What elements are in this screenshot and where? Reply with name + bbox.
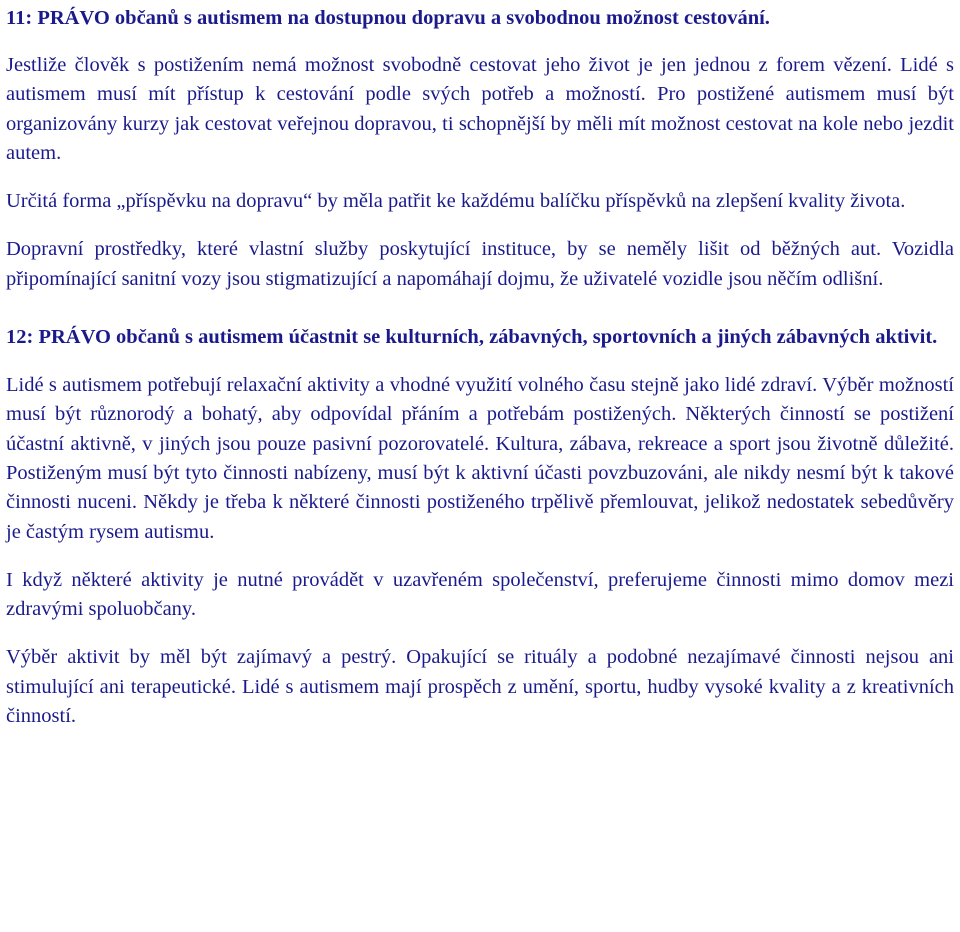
section-12-paragraph-1: Lidé s autismem potřebují relaxační aktivity a vhodné využití volného času stejně jako lidé zdraví. Výběr možností musí být různorodý a bohatý, aby odpovídal přáním a potřebám postižených. Některých činností se postižení účastní aktivně, v jiných jsou pouze pasivní pozorovatelé. Kultura, zábava, rekreace a sport jsou životně důležité. Postiženým musí být tyto činnosti nabízeny, musí být k aktivní účasti povzbuzováni, ale nikdy nesmí být k takové činnosti nuceni. Někdy je třeba k některé činnosti postiženého trpělivě přemlouvat, jelikož nedostatek sebedůvěry je častým rysem autismu. <box>6 374 954 543</box>
section-12-paragraph-3: Výběr aktivit by měl být zajímavý a pestrý. Opakující se rituály a podobné nezajímavé činnosti nejsou ani stimulující ani terapeutické. Lidé s autismem mají prospěch z umění, sportu, hudby vysoké kvality a z kreativních činností. <box>6 646 954 728</box>
section-11-heading: 11: PRÁVO občanů s autismem na dostupnou dopravu a svobodnou možnost cestování. <box>6 7 770 29</box>
section-11-paragraph-1: Jestliže člověk s postižením nemá možnost svobodně cestovat jeho život je jen jednou z forem vězení. Lidé s autismem musí mít přístup k cestování podle svých potřeb a možností. Pro postižené autismem musí být organizovány kurzy jak cestovat veřejnou dopravou, ti schopnější by měli mít možnost cestovat na kole nebo jezdit autem. <box>6 54 954 164</box>
section-12-heading: 12: PRÁVO občanů s autismem účastnit se kulturních, zábavných, sportovních a jiných zábavných aktivit. <box>6 326 938 349</box>
section-11-paragraph-2: Určitá forma „příspěvku na dopravu“ by měla patřit ke každému balíčku příspěvků na zlepšení kvality života. <box>6 190 906 213</box>
section-12-paragraph-2: I když některé aktivity je nutné provádět v uzavřeném společenství, preferujeme činnosti mimo domov mezi zdravými spoluobčany. <box>6 568 954 621</box>
section-11-paragraph-3: Dopravní prostředky, které vlastní služby poskytující instituce, by se neměly lišit od běžných aut. Vozidla připomínající sanitní vozy jsou stigmatizující a napomáhají dojmu, že uživatelé vozidle jsou něčím odlišní. <box>6 238 954 290</box>
